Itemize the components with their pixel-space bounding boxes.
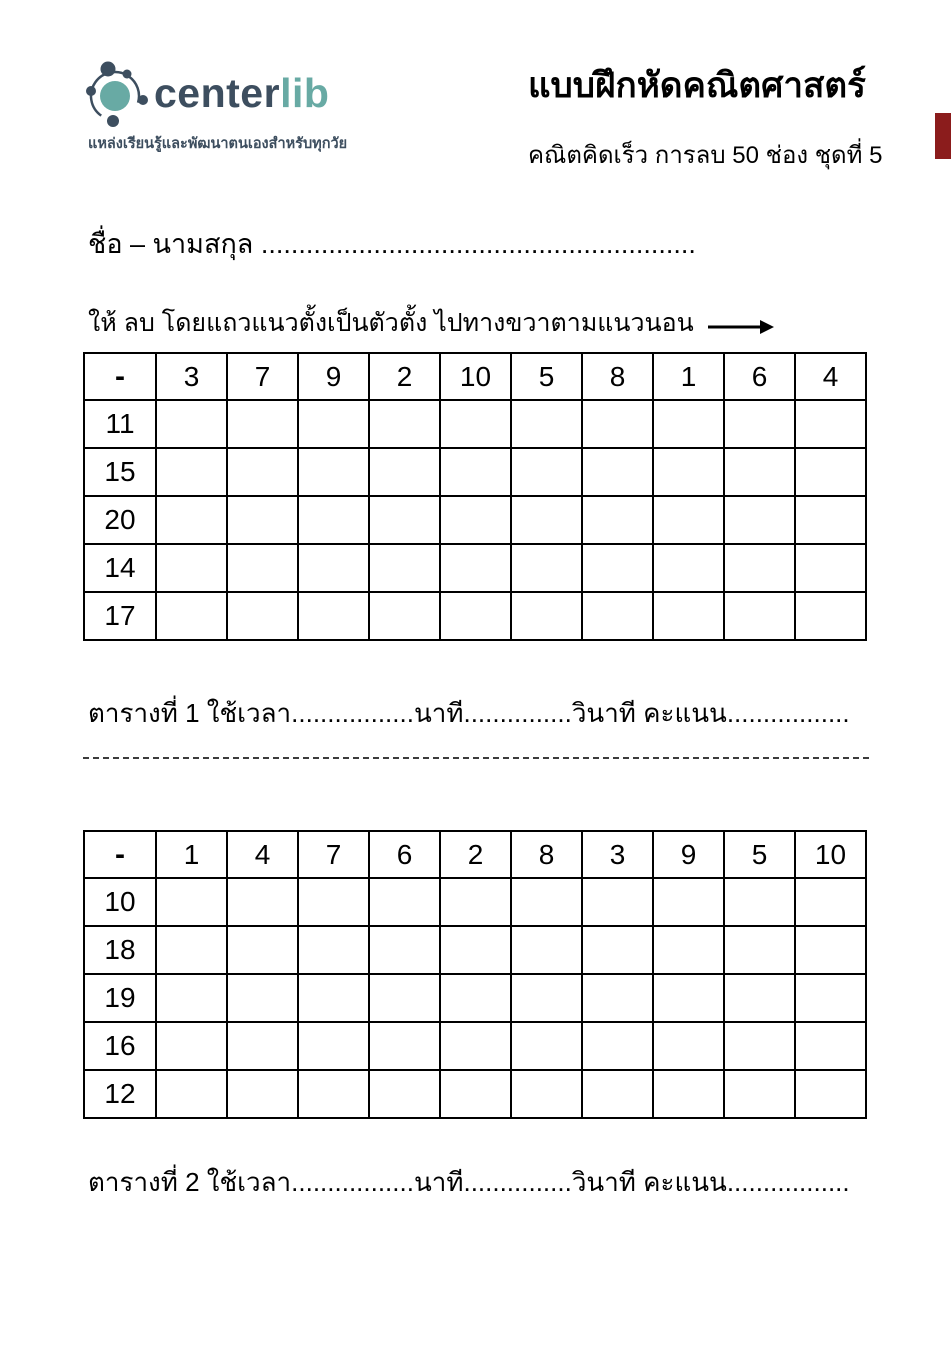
- answer-cell: [298, 1022, 369, 1070]
- col-header-cell: 2: [440, 831, 511, 878]
- answer-cell: [369, 496, 440, 544]
- table-row: [84, 878, 866, 926]
- answer-cell: [369, 400, 440, 448]
- table-1-caption: ตารางที่ 1 ใช้เวลา.................นาที...............วินาที คะแนน.................: [88, 698, 850, 728]
- answer-cell: [227, 878, 298, 926]
- answer-cell: [582, 400, 653, 448]
- answer-cell: [298, 544, 369, 592]
- logo-tagline: แหล่งเรียนรู้และพัฒนาตนเองสำหรับทุกวัย: [88, 136, 348, 152]
- row-header-cell: 11: [84, 400, 156, 448]
- col-header-cell: 4: [795, 353, 866, 400]
- answer-cell: [724, 1070, 795, 1118]
- answer-cell: [582, 926, 653, 974]
- table-row: [84, 400, 866, 448]
- answer-cell: [724, 1022, 795, 1070]
- row-header-cell: 15: [84, 448, 156, 496]
- row-header-cell: 18: [84, 926, 156, 974]
- answer-cell: [511, 496, 582, 544]
- col-header-cell: 3: [582, 831, 653, 878]
- answer-cell: [724, 926, 795, 974]
- answer-cell: [156, 448, 227, 496]
- operator-cell: -: [84, 353, 156, 400]
- answer-cell: [298, 1070, 369, 1118]
- answer-cell: [227, 544, 298, 592]
- centerlib-logo-icon: [80, 58, 150, 128]
- answer-cell: [795, 878, 866, 926]
- answer-cell: [724, 400, 795, 448]
- col-header-cell: 10: [795, 831, 866, 878]
- answer-cell: [582, 592, 653, 640]
- answer-cell: [511, 926, 582, 974]
- answer-cell: [511, 1022, 582, 1070]
- row-header-cell: 14: [84, 544, 156, 592]
- answer-cell: [440, 400, 511, 448]
- row-header-cell: 17: [84, 592, 156, 640]
- page-title: แบบฝึกหัดคณิตศาสตร์: [528, 66, 866, 105]
- table-row: [84, 1070, 866, 1118]
- row-header-cell: 12: [84, 1070, 156, 1118]
- answer-cell: [298, 448, 369, 496]
- col-header-cell: 5: [724, 831, 795, 878]
- col-header-cell: 3: [156, 353, 227, 400]
- answer-cell: [156, 544, 227, 592]
- answer-cell: [582, 448, 653, 496]
- answer-cell: [156, 400, 227, 448]
- table-2-caption: ตารางที่ 2 ใช้เวลา.................นาที...............วินาที คะแนน.................: [88, 1167, 850, 1197]
- instruction-text: ให้ ลบ โดยแถวแนวตั้งเป็นตัวตั้ง ไปทางขวาตามแนวนอน: [88, 309, 694, 337]
- name-line: ชื่อ – นามสกุล ..........................................................: [88, 229, 696, 259]
- answer-cell: [582, 1070, 653, 1118]
- answer-cell: [582, 974, 653, 1022]
- answer-cell: [795, 592, 866, 640]
- answer-cell: [582, 496, 653, 544]
- col-header-cell: 1: [653, 353, 724, 400]
- right-arrow-icon: [708, 319, 774, 335]
- answer-cell: [369, 974, 440, 1022]
- table-row: [84, 544, 866, 592]
- answer-cell: [724, 592, 795, 640]
- header: [528, 58, 888, 174]
- col-header-cell: 8: [582, 353, 653, 400]
- col-header-cell: 8: [511, 831, 582, 878]
- bookmark-ribbon: [935, 113, 951, 159]
- logo-text-center: center: [154, 69, 281, 116]
- table-row: [84, 448, 866, 496]
- answer-cell: [156, 926, 227, 974]
- answer-cell: [653, 1022, 724, 1070]
- answer-cell: [653, 448, 724, 496]
- answer-cell: [156, 974, 227, 1022]
- answer-cell: [369, 592, 440, 640]
- answer-cell: [511, 400, 582, 448]
- col-header-cell: 9: [653, 831, 724, 878]
- answer-cell: [511, 448, 582, 496]
- answer-cell: [582, 1022, 653, 1070]
- answer-cell: [440, 544, 511, 592]
- answer-cell: [795, 544, 866, 592]
- answer-cell: [156, 496, 227, 544]
- answer-cell: [653, 926, 724, 974]
- answer-cell: [156, 1022, 227, 1070]
- row-header-cell: 16: [84, 1022, 156, 1070]
- subtraction-table-1: [83, 352, 867, 641]
- answer-cell: [653, 496, 724, 544]
- answer-cell: [653, 400, 724, 448]
- answer-cell: [440, 974, 511, 1022]
- col-header-cell: 6: [724, 353, 795, 400]
- answer-cell: [511, 1070, 582, 1118]
- answer-cell: [653, 974, 724, 1022]
- answer-cell: [227, 926, 298, 974]
- col-header-cell: 7: [298, 831, 369, 878]
- logo-wordmark: [154, 70, 329, 117]
- answer-cell: [156, 1070, 227, 1118]
- answer-cell: [369, 1070, 440, 1118]
- answer-cell: [795, 400, 866, 448]
- answer-cell: [227, 400, 298, 448]
- table-row: [84, 926, 866, 974]
- answer-cell: [227, 496, 298, 544]
- answer-cell: [298, 974, 369, 1022]
- answer-cell: [511, 974, 582, 1022]
- answer-cell: [298, 496, 369, 544]
- answer-cell: [440, 592, 511, 640]
- answer-cell: [440, 1022, 511, 1070]
- col-header-cell: 9: [298, 353, 369, 400]
- answer-cell: [511, 592, 582, 640]
- answer-cell: [369, 878, 440, 926]
- answer-cell: [653, 544, 724, 592]
- answer-cell: [369, 544, 440, 592]
- answer-cell: [369, 448, 440, 496]
- answer-cell: [724, 878, 795, 926]
- answer-cell: [582, 878, 653, 926]
- answer-cell: [653, 1070, 724, 1118]
- answer-cell: [156, 592, 227, 640]
- page-subtitle: คณิตคิดเร็ว การลบ 50 ช่อง ชุดที่ 5: [528, 142, 883, 169]
- logo-text-lib: lib: [280, 69, 330, 116]
- answer-cell: [795, 974, 866, 1022]
- answer-cell: [724, 544, 795, 592]
- col-header-cell: 7: [227, 353, 298, 400]
- answer-cell: [440, 1070, 511, 1118]
- answer-cell: [440, 926, 511, 974]
- table-row: [84, 496, 866, 544]
- instruction-line: [88, 303, 774, 343]
- answer-cell: [724, 496, 795, 544]
- table-header-row: [84, 831, 866, 878]
- operator-cell: -: [84, 831, 156, 878]
- answer-cell: [227, 592, 298, 640]
- answer-cell: [653, 878, 724, 926]
- col-header-cell: 10: [440, 353, 511, 400]
- answer-cell: [227, 1070, 298, 1118]
- answer-cell: [795, 1022, 866, 1070]
- answer-cell: [795, 448, 866, 496]
- answer-cell: [440, 878, 511, 926]
- row-header-cell: 20: [84, 496, 156, 544]
- answer-cell: [440, 496, 511, 544]
- answer-cell: [298, 926, 369, 974]
- answer-cell: [298, 878, 369, 926]
- answer-cell: [156, 878, 227, 926]
- answer-cell: [724, 448, 795, 496]
- answer-cell: [795, 1070, 866, 1118]
- answer-cell: [369, 926, 440, 974]
- answer-cell: [298, 400, 369, 448]
- table-row: [84, 1022, 866, 1070]
- answer-cell: [653, 592, 724, 640]
- col-header-cell: 1: [156, 831, 227, 878]
- col-header-cell: 5: [511, 353, 582, 400]
- answer-cell: [369, 1022, 440, 1070]
- table-row: [84, 974, 866, 1022]
- col-header-cell: 6: [369, 831, 440, 878]
- row-header-cell: 10: [84, 878, 156, 926]
- col-header-cell: 2: [369, 353, 440, 400]
- table-header-row: [84, 353, 866, 400]
- dashed-divider: [83, 757, 869, 759]
- subtraction-table-2: [83, 830, 867, 1119]
- answer-cell: [227, 448, 298, 496]
- answer-cell: [227, 974, 298, 1022]
- answer-cell: [227, 1022, 298, 1070]
- logo: [80, 58, 347, 155]
- answer-cell: [795, 926, 866, 974]
- answer-cell: [298, 592, 369, 640]
- answer-cell: [511, 878, 582, 926]
- answer-cell: [795, 496, 866, 544]
- answer-cell: [724, 974, 795, 1022]
- answer-cell: [511, 544, 582, 592]
- answer-cell: [440, 448, 511, 496]
- answer-cell: [582, 544, 653, 592]
- col-header-cell: 4: [227, 831, 298, 878]
- row-header-cell: 19: [84, 974, 156, 1022]
- table-row: [84, 592, 866, 640]
